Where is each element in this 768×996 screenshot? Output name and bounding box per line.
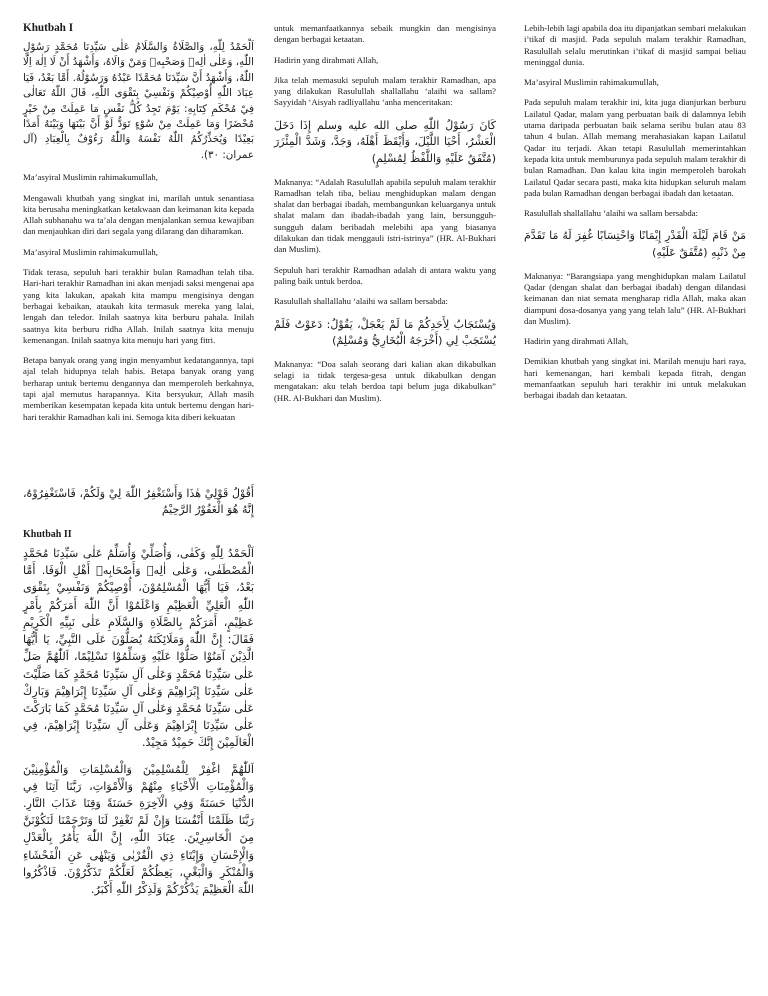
paragraph: Maknanya: “Doa salah seorang dari kalian akan dikabulkan selagi ia tidak tergesa-gesa untuk dikabulkan dengan mengatakan: aku telah berdoa tapi belum juga dikabulkan” (HR. Al-Bukhari dan Muslim). [274, 358, 496, 403]
arabic-khutbah-2-part-1: اَلْحَمْدُ لِلّٰهِ وَكَفٰى، وَأُصَلِّيْ وَأُسَلِّمُ عَلٰى سَيِّدِنَا مُحَمَّدٍ الْمُصْطَفٰى، وَعَلٰى اٰلِهٖ وَأَصْحَابِهٖ أَهْلِ الْوَفَا. أَمَّا بَعْدُ، فَيَا أَيُّهَا الْمُسْلِمُوْنَ، أُوْصِيْكُمْ وَنَفْسِيْ بِتَقْوَى اللّٰهِ الْعَلِيِّ الْعَظِيْمِ وَاعْلَمُوْا أَنَّ اللّٰهَ أَمَرَكُمْ بِأَمْرٍ عَظِيْمٍ، أَمَرَكُمْ بِالصَّلَاةِ وَالسَّلَامِ عَلٰى نَبِيِّهِ الْكَرِيْمِ فَقَالَ: إِنَّ اللّٰهَ وَمَلَائِكَتَهُ يُصَلُّوْنَ عَلَى النَّبِيِّ، يَا أَيُّهَا الَّذِيْنَ آمَنُوْا صَلُّوْا عَلَيْهِ وَسَلِّمُوْا تَسْلِيْمًا، اَللّٰهُمَّ صَلِّ عَلٰى سَيِّدِنَا مُحَمَّدٍ وَعَلٰى آلِ سَيِّدِنَا مُحَمَّدٍ كَمَا صَلَّيْتَ عَلٰى سَيِّدِنَا إِبْرَاهِيْمَ وَعَلٰى آلِ سَيِّدِنَا إِبْرَاهِيْمَ وَبَارِكْ عَلٰى سَيِّدِنَا مُحَمَّدٍ وَعَلٰى آلِ سَيِّدِنَا مُحَمَّدٍ كَمَا بَارَكْتَ عَلٰى سَيِّدِنَا إِبْرَاهِيْمَ وَعَلٰى آلِ سَيِّدِنَا إِبْرَاهِيْمَ، فِي الْعَالَمِيْنَ إِنَّكَ حَمِيْدٌ مَجِيْدٌ. [23, 547, 254, 750]
arabic-khutbah-2-part-2: اَللّٰهُمَّ اغْفِرْ لِلْمُسْلِمِيْنَ وَالْمُسْلِمَاتِ وَالْمُؤْمِنِيْنَ وَالْمُؤْمِنَاتِ الْأَحْيَاءِ مِنْهُمْ وَالْأَمْوَاتِ، رَبَّنَا آتِنَا فِي الدُّنْيَا حَسَنَةً وَفِي الْآخِرَةِ حَسَنَةً وَقِنَا عَذَابَ النَّارِ. رَبَّنَا ظَلَمْنَا أَنْفُسَنَا وَإِنْ لَمْ تَغْفِرْ لَنَا وَتَرْحَمْنَا لَنَكُوْنَنَّ مِنَ الْخَاسِرِيْنَ. عِبَادَ اللّٰهِ، إِنَّ اللّٰهَ يَأْمُرُ بِالْعَدْلِ وَالْإِحْسَانِ وَإِيْتَاءِ ذِي الْقُرْبٰى وَيَنْهٰى عَنِ الْفَحْشَاءِ وَالْمُنْكَرِ وَالْبَغْيِ، يَعِظُكُمْ لَعَلَّكُمْ تَذَكَّرُوْنَ. فَاذْكُرُوا اللّٰهَ الْعَظِيْمَ يَذْكُرْكُمْ وَلَذِكْرُ اللّٰهِ أَكْبَرُ. [23, 762, 254, 896]
column-2 [274, 23, 496, 413]
column-3 [524, 23, 746, 411]
paragraph: Hadirin yang dirahmati Allah, [524, 336, 629, 347]
paragraph: Lebih-lebih lagi apabila doa itu dipanjatkan sembari melakukan i’tikaf di masjid. Pada sepuluh malam terakhir Ramadhan, Rasulullah selalu merutinkan i’tikaf di masjid sampai beliau meninggal dunia. [524, 23, 746, 67]
paragraph: Rasulullah shallallahu ‘alaihi wa sallam bersabda: [274, 296, 448, 307]
paragraph: Hadirin yang dirahmati Allah, [274, 54, 379, 65]
paragraph: Rasulullah shallallahu ‘alaihi wa sallam bersabda: [524, 208, 698, 219]
paragraph: Jika telah memasuki sepuluh malam terakhir Ramadhan, apa yang dilakukan Rasulullah shallallahu ‘alaihi wa sallam? Sayyidah ‘Aisyah radliyallahu ‘anha menceritakan: [274, 74, 496, 108]
paragraph: Maknanya: “Adalah Rasulullah apabila sepuluh malam terakhir Ramadhan telah tiba, beliau menghidupkan malam dengan shalat dan berbagai ibadah, membangunkan keluarganya untuk shalat malam dan ibadah-ibadah yang lain, bersungguh-sungguh dalam beribadah melebihi apa yang biasanya dilakukan dan tidak menggauli istri-istrinya” (HR. Al-Bukhari dan Muslim). [274, 176, 496, 255]
paragraph: Sepuluh hari terakhir Ramadhan adalah di antara waktu yang paling baik untuk berdoa. [274, 264, 496, 286]
paragraph: Ma’asyiral Muslimin rahimakumullah, [23, 246, 158, 257]
paragraph: Ma’asyiral Muslimin rahimakumullah, [23, 172, 158, 183]
paragraph: untuk memanfaatkannya sebaik mungkin dan mengisinya dengan berbagai ketaatan. [274, 23, 496, 45]
spacer [23, 432, 254, 486]
arabic-closing: أَقُوْلُ قَوْلِيْ هٰذَا وَأَسْتَغْفِرُ اللّٰهَ لِيْ وَلَكُمْ، فَاسْتَغْفِرُوْهُ، إِنَّهُ هُوَ الْغَفُوْرُ الرَّحِيْمُ [23, 486, 254, 517]
paragraph: Pada sepuluh malam terakhir ini, kita juga dianjurkan berburu Lailatul Qadar, malam yang perbuatan baik di dalamnya lebih utama daripada perbuatan baik selama seribu bulan atau 83 tahun 4 bulan. Allah memang merahasiakan kapan Lailatul Qadar itu terjadi. Akan tetapi Rasulullah memerintahkan kepada kita untuk memburunya pada sepuluh malam terakhir di bulan Ramadhan. Dan kalau kita ingin memperoleh barokah Lailatul Qadar secara pasti, maka kita hidupkan seluruh malam pada bulan Ramadhan dengan berbagai ibadah dan ketaatan. [524, 97, 746, 198]
paragraph: Tidak terasa, sepuluh hari terakhir bulan Ramadhan telah tiba. Hari-hari terakhir Ramadhan ini akan menjadi saksi mengenai apa yang kita lakukan, apakah kita mampu mengisinya dengan berbagai kebaikan, ataukah kita termasuk mereka yang lalai, lengah dan teledor. Inilah saatnya kita berburu pahala. Inilah saatnya kita berburu ridha Allah. Inilah saatnya kita menuju kemenangan. Inilah saatnya kita menuju hari yang fitri. [23, 267, 254, 345]
paragraph: Demikian khutbah yang singkat ini. Marilah menuju hari raya, hari kemenangan, hari kembali kepada fitrah, dengan memanfaatkan sepuluh hari terakhir ini untuk melakukan berbagai ibadah dan ketaatan. [524, 356, 746, 401]
column-1 [23, 22, 254, 907]
paragraph: Mengawali khutbah yang singkat ini, marilah untuk senantiasa kita berusaha meningkatkan ketakwaan dan keimanan kita kepada Allah subhanahu wa ta’ala dengan menjalankan semua kewajiban dan menjauhkan diri dari segala yang dilarang dan diharamkan. [23, 192, 254, 237]
khutbah-2-title: Khutbah II [23, 529, 72, 541]
paragraph: Betapa banyak orang yang ingin menyambut kedatangannya, tapi ajal telah hidupnya telah habis. Betapa banyak orang yang berharap untuk bertemu dengannya dan memperoleh berkahnya, tapi ajal memutus harapannya. Kita bersyukur, Allah masih memberikan kesempatan kepada kita untuk bertemu dengan hari-hari terakhir Ramadhan kali ini. Semoga kita diberi kekuatan [23, 355, 254, 422]
arabic-hadith: مَنْ قَامَ لَيْلَةَ الْقَدْرِ إِيْمَانًا وَاحْتِسَابًا غُفِرَ لَهُ مَا تَقَدَّمَ مِنْ ذَنْبِهِ (مُتَّفَقٌ عَلَيْهِ) [524, 229, 746, 260]
arabic-hadith: كَانَ رَسُوْلُ اللّٰهِ صلى الله عليه وسلم إِذَا دَخَلَ الْعَشْرُ، أَحْيَا اللَّيْلَ، وَأَيْقَظَ أَهْلَهُ، وَجَدَّ، وَشَدَّ الْمِئْزَرَ (مُتَّفَقٌ عَلَيْهِ وَاللَّفْظُ لِمُسْلِمٍ) [274, 118, 496, 165]
arabic-opening: اَلْحَمْدُ لِلّٰهِ، وَالصَّلَاةُ وَالسَّلَامُ عَلٰى سَيِّدِنَا مُحَمَّدٍ رَسُوْلِ اللّٰهِ، وَعَلٰى اٰلِهٖ وَصَحْبِهٖ وَمَنْ وَالَاهُ، وَأَشْهَدُ أَنْ لَا اِلٰهَ اِلَّا اللّٰهُ، وَأَشْهَدُ أَنَّ سَيِّدَنَا مُحَمَّدًا عَبْدُهُ وَرَسُوْلُهُ. أَمَّا بَعْدُ، فَيَا عِبَادَ اللّٰهِ أُوْصِيْكُمْ وَنَفْسِيْ بِتَقْوَى اللّٰهِ، قَالَ اللّٰهُ تَعَالٰى فِيْ مُحْكَمِ كِتَابِهِ: يَوْمَ تَجِدُ كُلُّ نَفْسٍ مَا عَمِلَتْ مِنْ خَيْرٍ مُحْضَرًا وَمَا عَمِلَتْ مِنْ سُوْءٍ تَوَدُّ لَوْ أَنَّ بَيْنَهَا وَبَيْنَهُ أَمَدًا بَعِيْدًا وَيُحَذِّرُكُمُ اللّٰهُ نَفْسَهُ وَاللّٰهُ رَءُوْفٌ بِالْعِبَادِ (آل عمران: ٣٠). [23, 41, 254, 161]
paragraph: Ma’asyiral Muslimin rahimakumullah, [524, 77, 659, 88]
paragraph: Maknanya: “Barangsiapa yang menghidupkan malam Lailatul Qadar (dengan shalat dan berbagai ibadah) dengan dilandasi keimanan dan niat semata mengharap ridla Allah, maka akan diampuni dosa-dosanya yang yang telah lalu” (HR. Al-Bukhari dan Muslim). [524, 270, 746, 326]
arabic-hadith: وَيُسْتَجَابُ لِأَحَدِكُمْ مَا لَمْ يَعْجَلْ، يَقُوْلُ: دَعَوْتُ فَلَمْ يُسْتَجَبْ لِي (أَخْرَجَهُ الْبُخَارِيُّ وَمُسْلِمٌ) [274, 317, 496, 348]
khutbah-1-title: Khutbah I [23, 22, 74, 34]
